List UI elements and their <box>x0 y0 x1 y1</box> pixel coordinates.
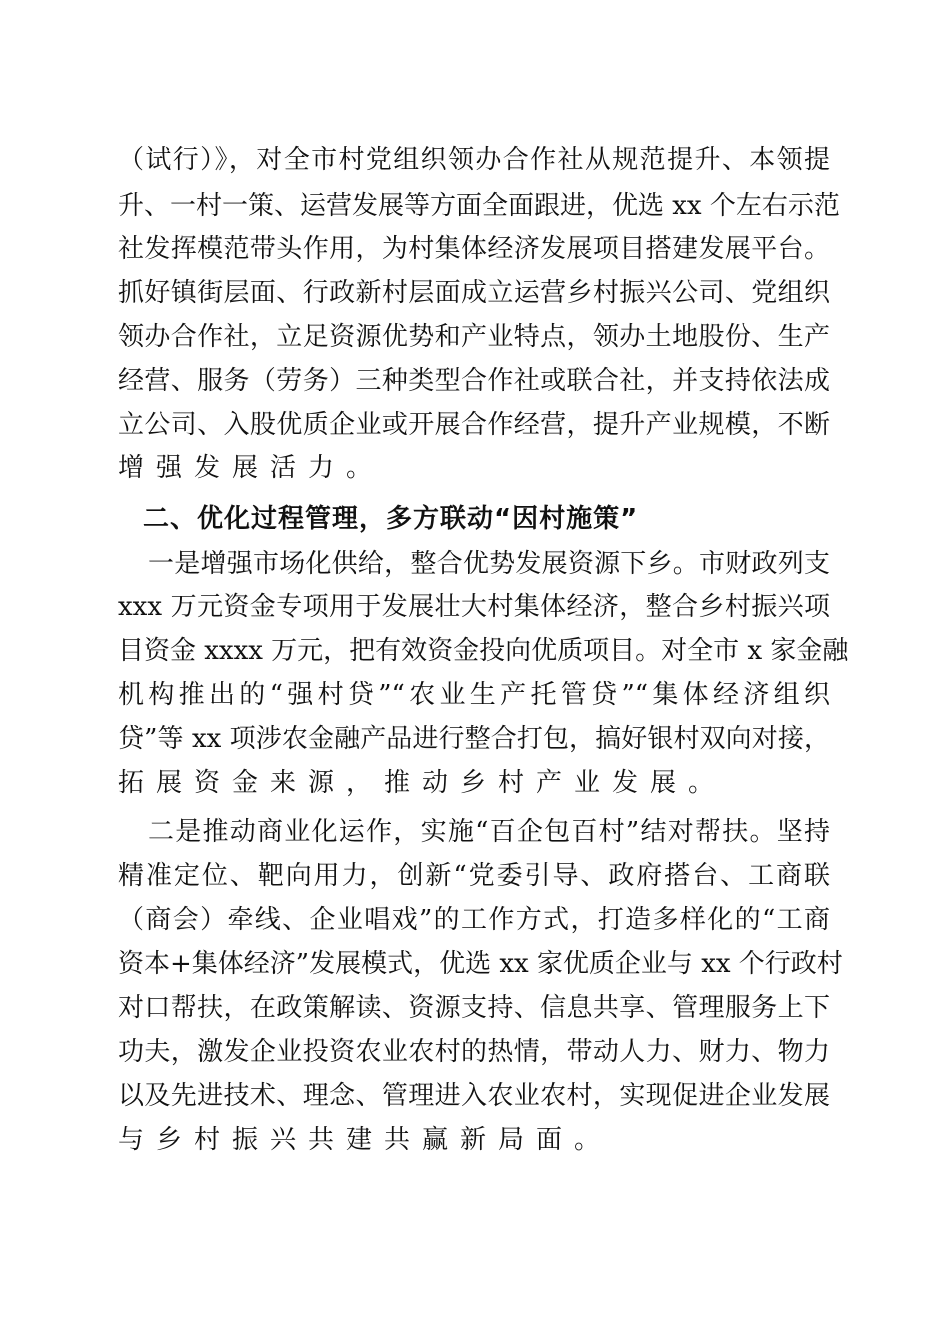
text-line: 拓展资金来源，推动乡村产业发展。 <box>118 768 727 798</box>
text-line: 资本+集体经济”发展模式，优选 xx 家优质企业与 xx 个行政村 <box>118 949 843 979</box>
text-line: 领办合作社，立足资源优势和产业特点，领办土地股份、生产 <box>118 322 830 352</box>
text-line: 立公司、入股优质企业或开展合作经营，提升产业规模，不断 <box>118 410 830 440</box>
text-line: 机构推出的“强村贷”“农业生产托管贷”“集体经济组织 <box>118 680 830 710</box>
text-line: 经营、服务（劳务）三种类型合作社或联合社，并支持依法成 <box>118 366 830 396</box>
text-line: 功夫，激发企业投资农业农村的热情，带动人力、财力、物力 <box>118 1037 830 1067</box>
text-line: 二是推动商业化运作，实施“百企包百村”结对帮扶。坚持 <box>148 817 830 847</box>
text-line: 精准定位、靶向用力，创新“党委引导、政府搭台、工商联 <box>118 861 830 891</box>
text-line: xxx 万元资金专项用于发展壮大村集体经济，整合乡村振兴项 <box>118 592 830 622</box>
text-line: 贷”等 xx 项涉农金融产品进行整合打包，搞好银村双向对接， <box>118 724 830 754</box>
text-line: 一是增强市场化供给，整合优势发展资源下乡。市财政列支 <box>148 549 830 579</box>
text-line: 升、一村一策、运营发展等方面全面跟进，优选 xx 个左右示范 <box>118 191 840 221</box>
text-line: 目资金 xxxx 万元，把有效资金投向优质项目。对全市 x 家金融 <box>118 636 849 666</box>
text-line: （商会）牵线、企业唱戏”的工作方式，打造多样化的“工商 <box>118 905 830 935</box>
text-line: 与乡村振兴共建共赢新局面。 <box>118 1125 613 1155</box>
text-line: 抓好镇街层面、行政新村层面成立运营乡村振兴公司、党组织 <box>118 278 830 308</box>
text-line: 对口帮扶，在政策解读、资源支持、信息共享、管理服务上下 <box>118 993 830 1023</box>
text-line: 以及先进技术、理念、管理进入农业农村，实现促进企业发展 <box>118 1081 830 1111</box>
text-line: 增强发展活力。 <box>118 453 385 483</box>
text-line: 社发挥模范带头作用，为村集体经济发展项目搭建发展平台。 <box>118 234 830 264</box>
text-line: （试行）》，对全市村党组织领办合作社从规范提升、本领提 <box>118 145 830 175</box>
section-heading: 二、优化过程管理，多方联动“因村施策” <box>143 504 639 534</box>
